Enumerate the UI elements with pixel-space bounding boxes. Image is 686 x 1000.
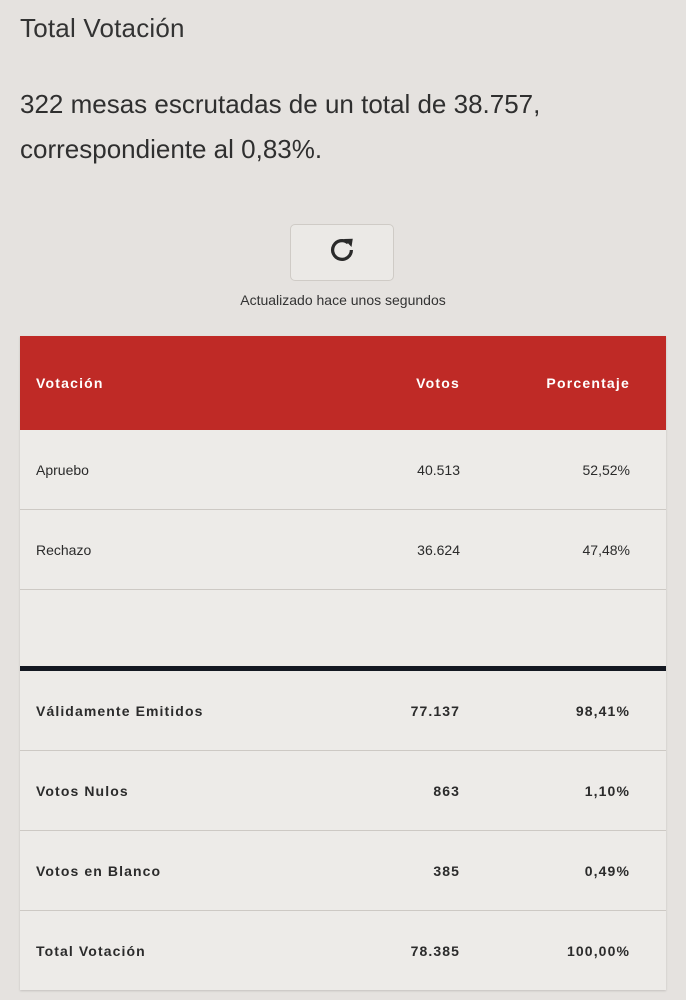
refresh-button[interactable] [290,224,394,281]
column-header-votos: Votos [416,375,460,391]
scrutiny-summary: 322 mesas escrutadas de un total de 38.757, correspondiente al 0,83%. [20,89,541,164]
table-row-blanco [20,831,666,911]
row-percentage: 47,48% [582,541,630,558]
column-header-votacion: Votación [36,375,104,391]
row-label: Votos Nulos [36,782,129,799]
row-votes: 36.624 [417,541,460,558]
results-table [20,336,666,990]
row-percentage: 0,49% [584,862,630,879]
table-header [20,336,666,430]
row-label: Votos en Blanco [36,862,162,879]
row-percentage: 98,41% [575,702,630,719]
row-votes: 863 [433,782,460,799]
last-updated-text: Actualizado hace unos segundos [240,292,446,308]
row-label: Apruebo [36,461,89,478]
table-row-nulos [20,751,666,831]
row-percentage: 100,00% [567,942,630,959]
page-title: Total Votación [20,13,185,43]
row-votes: 40.513 [417,461,460,478]
table-row-apruebo [20,430,666,510]
table-row-rechazo [20,510,666,590]
row-label: Válidamente Emitidos [36,702,204,719]
row-label: Rechazo [36,541,92,558]
row-percentage: 1,10% [584,782,630,799]
table-row-empty [20,590,666,666]
table-row-total [20,911,666,990]
row-votes: 77.137 [410,702,460,719]
row-votes: 78.385 [410,942,460,959]
row-label: Total Votación [36,942,146,959]
table-row-validos [20,671,666,751]
row-percentage: 52,52% [582,461,630,478]
refresh-icon [327,235,357,270]
row-votes: 385 [433,862,460,879]
column-header-porcentaje: Porcentaje [546,375,630,391]
